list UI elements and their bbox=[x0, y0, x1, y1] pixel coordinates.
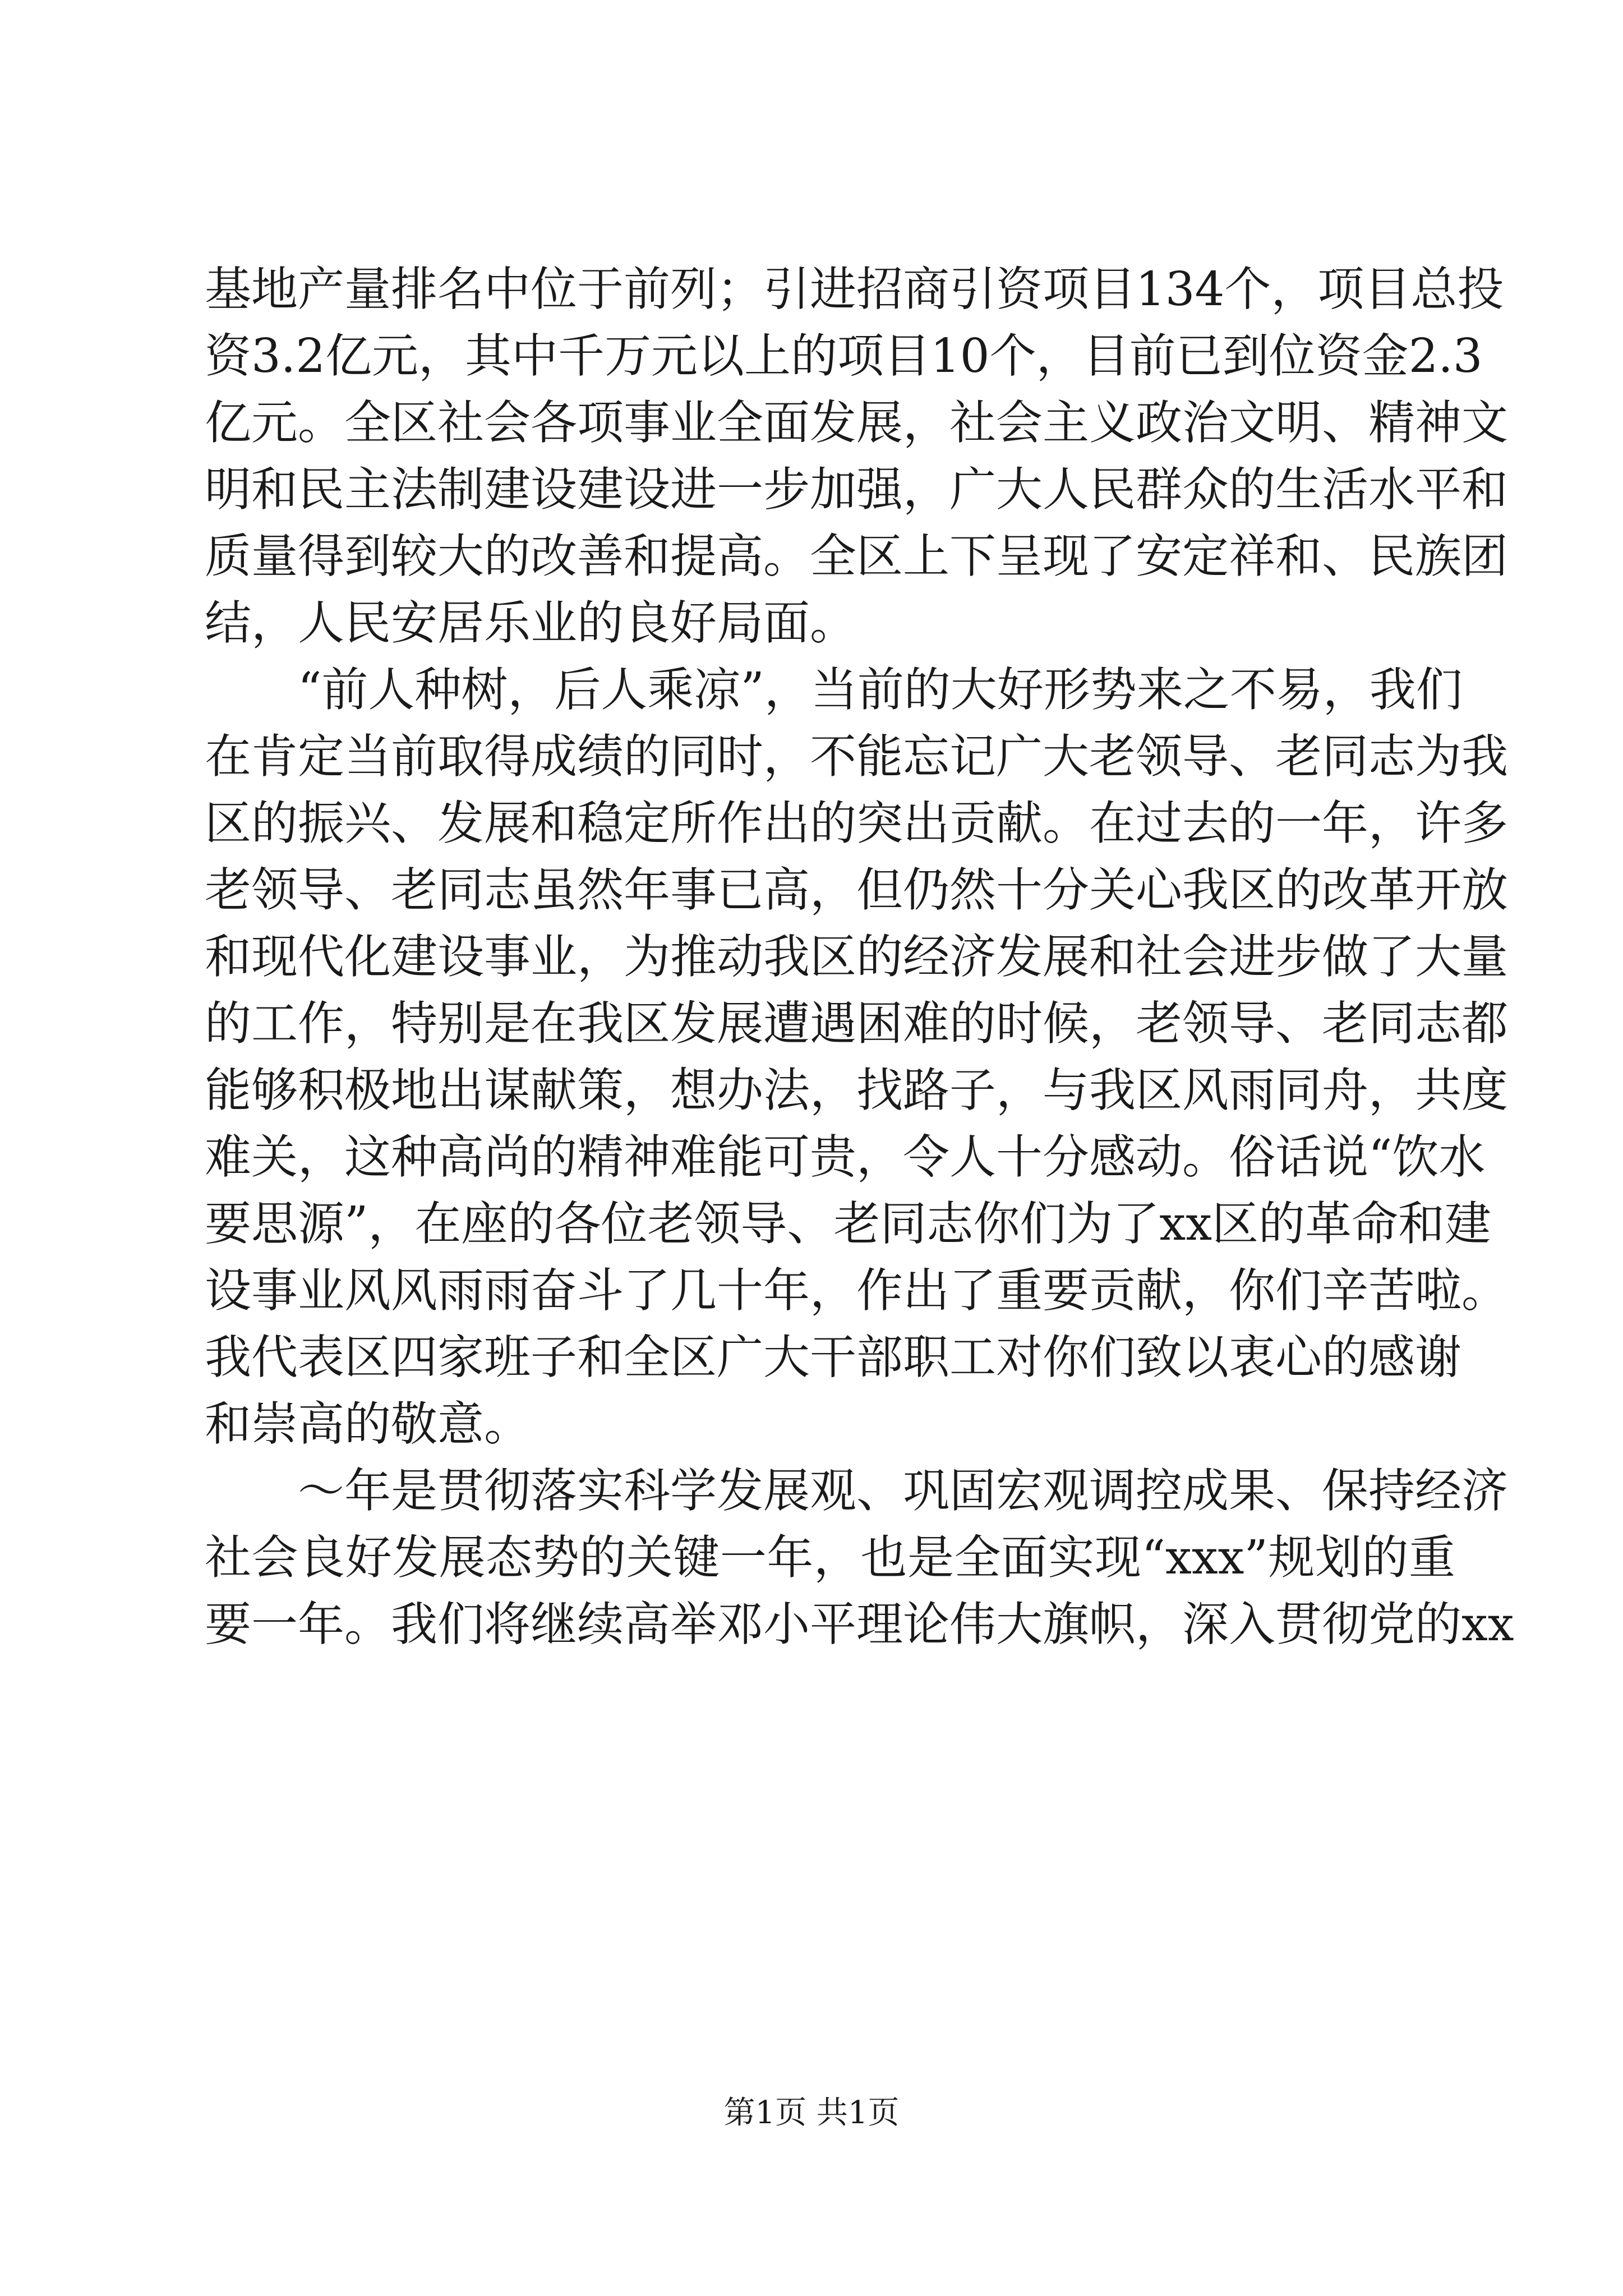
text-line: 质量得到较大的改善和提高。全区上下呈现了安定祥和、民族团 bbox=[205, 529, 1508, 583]
document-body bbox=[205, 256, 1514, 1658]
text-line: 老领导、老同志虽然年事已高，但仍然十分关心我区的改革开放 bbox=[205, 863, 1508, 917]
text-line: 和崇高的敬意。 bbox=[205, 1397, 531, 1451]
text-line: 设事业风风雨雨奋斗了几十年，作出了重要贡献，你们辛苦啦。 bbox=[205, 1263, 1508, 1318]
text-line: ～年是贯彻落实科学发展观、巩固宏观调控成果、保持经济 bbox=[298, 1464, 1508, 1518]
text-line: 明和民主法制建设建设进一步加强，广大人民群众的生活水平和 bbox=[205, 462, 1508, 517]
page-number-footer: 第1页 共1页 bbox=[723, 2095, 900, 2131]
text-line: 亿元。全区社会各项事业全面发展，社会主义政治文明、精神文 bbox=[205, 395, 1508, 450]
text-line: 难关，这种高尚的精神难能可贵，令人十分感动。俗话说“饮水 bbox=[205, 1130, 1486, 1184]
text-line: 区的振兴、发展和稳定所作出的突出贡献。在过去的一年，许多 bbox=[205, 796, 1508, 850]
text-line: 和现代化建设事业，为推动我区的经济发展和社会进步做了大量 bbox=[205, 930, 1508, 984]
text-line: 基地产量排名中位于前列；引进招商引资项目134个，项目总投 bbox=[205, 262, 1504, 316]
text-line: 要一年。我们将继续高举邓小平理论伟大旗帜，深入贯彻党的xx bbox=[205, 1597, 1514, 1651]
text-line: “前人种树，后人乘凉”，当前的大好形势来之不易，我们 bbox=[298, 662, 1463, 717]
text-line: 要思源”，在座的各位老领导、老同志你们为了xx区的革命和建 bbox=[205, 1197, 1492, 1251]
text-line: 社会良好发展态势的关键一年，也是全面实现“xxx”规划的重 bbox=[205, 1530, 1455, 1585]
text-line: 资3.2亿元，其中千万元以上的项目10个，目前已到位资金2.3 bbox=[205, 329, 1483, 383]
text-line: 结，人民安居乐业的良好局面。 bbox=[205, 596, 856, 650]
text-line: 在肯定当前取得成绩的同时，不能忘记广大老领导、老同志为我 bbox=[205, 729, 1508, 784]
text-line: 的工作，特别是在我区发展遭遇困难的时候，老领导、老同志都 bbox=[205, 996, 1508, 1051]
text-line: 能够积极地出谋献策，想办法，找路子，与我区风雨同舟，共度 bbox=[205, 1063, 1508, 1117]
text-line: 我代表区四家班子和全区广大干部职工对你们致以衷心的感谢 bbox=[205, 1330, 1461, 1384]
